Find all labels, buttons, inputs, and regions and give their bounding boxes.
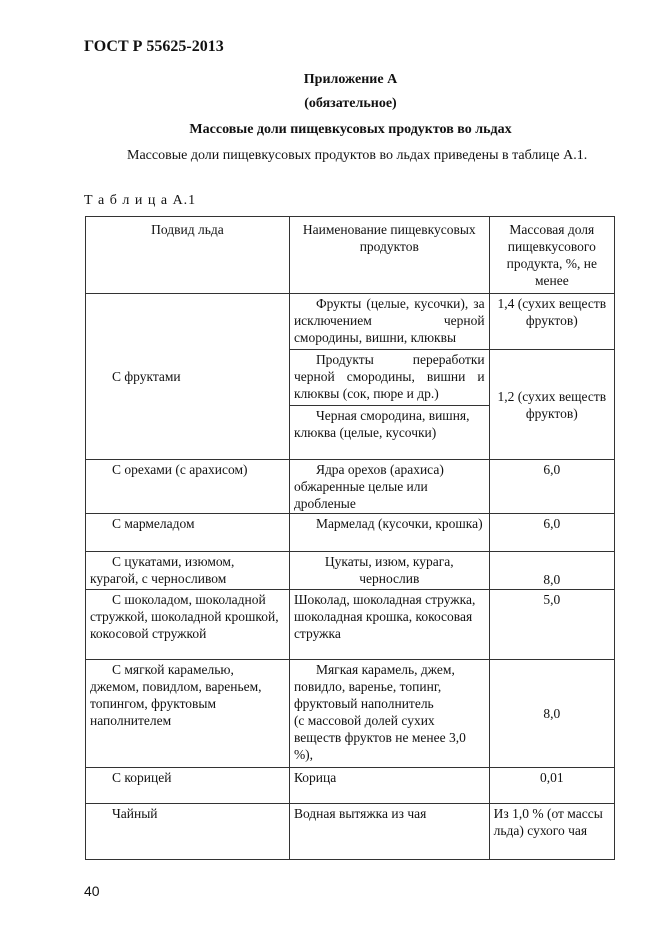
product-cell: Продукты переработки черной смородины, вишни и клюквы (сок, пюре и др.)	[289, 350, 489, 406]
table-row	[86, 768, 615, 804]
subtype-cell: С орехами (с арахисом)	[86, 460, 290, 514]
product-note: (с массовой долей сухих веществ фруктов не менее 3,0 %),	[293, 713, 466, 762]
value-cell: 1,2 (сухих веществ фруктов)	[489, 350, 614, 460]
subtype-cell: С цукатами, изюмом, курагой, с черносливом	[86, 552, 290, 590]
table-caption: Т а б л и ц а А.1	[84, 193, 197, 208]
mass-fractions-table	[85, 216, 615, 860]
header-value: Массовая доля пищевкусового продукта, %, не менее	[489, 217, 614, 294]
value-cell: 0,01	[489, 768, 614, 804]
appendix-status: (обязательное)	[304, 96, 397, 111]
table-row	[86, 804, 615, 860]
subtype-cell: С шоколадом, шоколадной стружкой, шоколадной крошкой, кокосовой стружкой	[86, 590, 290, 660]
subtype-cell: С мармеладом	[86, 514, 290, 552]
value-cell: 8,0	[489, 552, 614, 590]
table-header-row	[86, 217, 615, 294]
product-cell: Шоколад, шоколадная стружка, шоколадная крошка, кокосовая стружка	[289, 590, 489, 660]
subtype-cell: С фруктами	[86, 294, 290, 460]
intro-paragraph: Массовые доли пищевкусовых продуктов во льдах приведены в таблице А.1.	[127, 148, 588, 163]
product-cell: Фрукты (целые, кусочки), за исключением черной смородины, вишни, клюквы	[289, 294, 489, 350]
document-header: ГОСТ Р 55625-2013	[84, 38, 224, 55]
value-cell: 8,0	[489, 660, 614, 768]
subtype-cell: Чайный	[86, 804, 290, 860]
product-cell: Цукаты, изюм, курага, чернослив	[289, 552, 489, 590]
product-cell: Мармелад (кусочки, крошка)	[289, 514, 489, 552]
appendix-title: Приложение А	[303, 72, 398, 87]
header-product: Наименование пищевкусовых продуктов	[289, 217, 489, 294]
table-row	[86, 514, 615, 552]
page-number: 40	[84, 883, 100, 899]
header-subtype: Подвид льда	[86, 217, 290, 294]
subtype-cell: С корицей	[86, 768, 290, 804]
table-row	[86, 590, 615, 660]
value-cell: 6,0	[489, 460, 614, 514]
table-row	[86, 552, 615, 590]
value-cell: 5,0	[489, 590, 614, 660]
section-heading: Массовые доли пищевкусовых продуктов во льдах	[189, 122, 512, 137]
product-cell: Ядра орехов (арахиса) обжаренные целые или дробленые	[289, 460, 489, 514]
product-cell: Водная вытяжка из чая	[289, 804, 489, 860]
value-cell: 6,0	[489, 514, 614, 552]
table-row	[86, 660, 615, 768]
product-cell: Черная смородина, вишня, клюква (целые, кусочки)	[289, 406, 489, 460]
subtype-cell: С мягкой карамелью, джемом, повидлом, вареньем, топингом, фруктовым наполнителем	[86, 660, 290, 768]
value-cell: Из 1,0 % (от массы льда) сухого чая	[489, 804, 614, 860]
value-cell: 1,4 (сухих веществ фруктов)	[489, 294, 614, 350]
product-text: Мягкая карамель, джем, повидло, варенье, топинг, фруктовый наполнитель	[293, 662, 455, 711]
table-row	[86, 294, 615, 350]
table-row	[86, 460, 615, 514]
product-cell: Корица	[289, 768, 489, 804]
product-cell	[289, 660, 489, 768]
